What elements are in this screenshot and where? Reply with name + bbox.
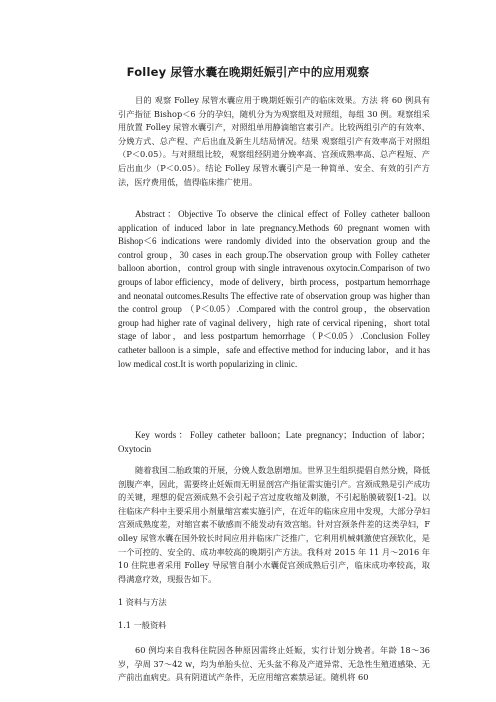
chinese-abstract: 目的 观察 Folley 尿管水囊应用于晚期妊娠引产的临床效果。方法 将 60 例具有引产指征 Bishop＜6 分的孕妇，随机分为为观察组及对照组，每组 30 例。观察组采用放置 Folley 尿管水囊引产，对照组单用静滴缩宫素引产。比较两组引产的有效率、分娩方式、总产程、产后出血及新生儿结局情况。结果 观察组引产有效率高于对照组（P＜0.05）。与对照组比较，观察组经阴道分娩率高、宫颈成熟率高、总产程短、产后出血少（P＜0.05）。结论 Folley 尿管水囊引产是一种简单、安全、有效的引产方法，医疗费用低，值得临床推广使用。 [118,95,430,187]
english-abstract: Abstract：Objective To observe the clinical effect of Folley catheter balloon application of induced labor in late pregnancy.Methods 60 pregnant women with Bishop＜6 indications were randomly divided into the observation group and the control group，30 cases in each group.The observation group with Folley catheter balloon abortion，control group with single intravenous oxytocin.Comparison of two groups of labor efficiency，mode of delivery，birth process，postpartum hemorrhage and neonatal outcomes.Results The effective rate of observation group was higher than the control group （P＜0.05）.Compared with the control group，the observation group had higher rate of vaginal delivery，high rate of cervical ripening，short total stage of labor，and less postpartum hemorrhage（P＜0.05）.Conclusion Folley catheter balloon is a simple，safe and effective method for inducing labor，and it has low medical cost.It is worth popularizing in clinic. [118,209,430,369]
english-keywords: Key words：Folley catheter balloon；Late pregnancy；Induction of labor；Oxytocin [118,430,430,454]
section-heading-1: 1 资料与方法 [118,597,167,607]
introduction-paragraph: 随着我国二胎政策的开展，分娩人数急剧增加。世界卫生组织提倡自然分娩，降低剖腹产率，因此，需要终止妊娠而无明显剖宫产指征需实施引产。宫颈成熟是引产成功的关键，理想的促宫颈成熟不会引起子宫过度收缩及刺激，不引起胎膜破裂[1-2]。以往临床产科中主要采用小剂量缩宫素实施引产，在近年的临床应用中发现，大部分孕妇宫颈成熟度差，对缩宫素不敏感而不能发动有效宫缩。针对宫颈条件差的这类孕妇，Folley 尿管水囊在国外较长时间应用并临床广泛推广，它利用机械刺激使宫颈软化，是一个可控的、安全的、成功率较高的晚期引产方法。我科对 2015 年 11 月～2016 年 10 住院患者采用 Folley 导尿管自制小水囊促宫颈成熟后引产，临床成功率较高，取得满意疗效，现报告如下。 [118,465,430,584]
section-heading-1-1: 1.1 一般资料 [118,620,167,630]
article-title: Folley 尿管水囊在晚期妊娠引产中的应用观察 [126,65,370,79]
general-data-paragraph: 60 例均来自我科住院因各种原因需终止妊娠，实行计划分娩者。年龄 18～36 岁，孕周 37～42 w，均为单胎头位、无头盆不称及产道异常、无急性生殖道感染、无产前出血病史。具有阴道试产条件，无应用缩宫素禁忌证。随机将 60 [118,645,430,683]
